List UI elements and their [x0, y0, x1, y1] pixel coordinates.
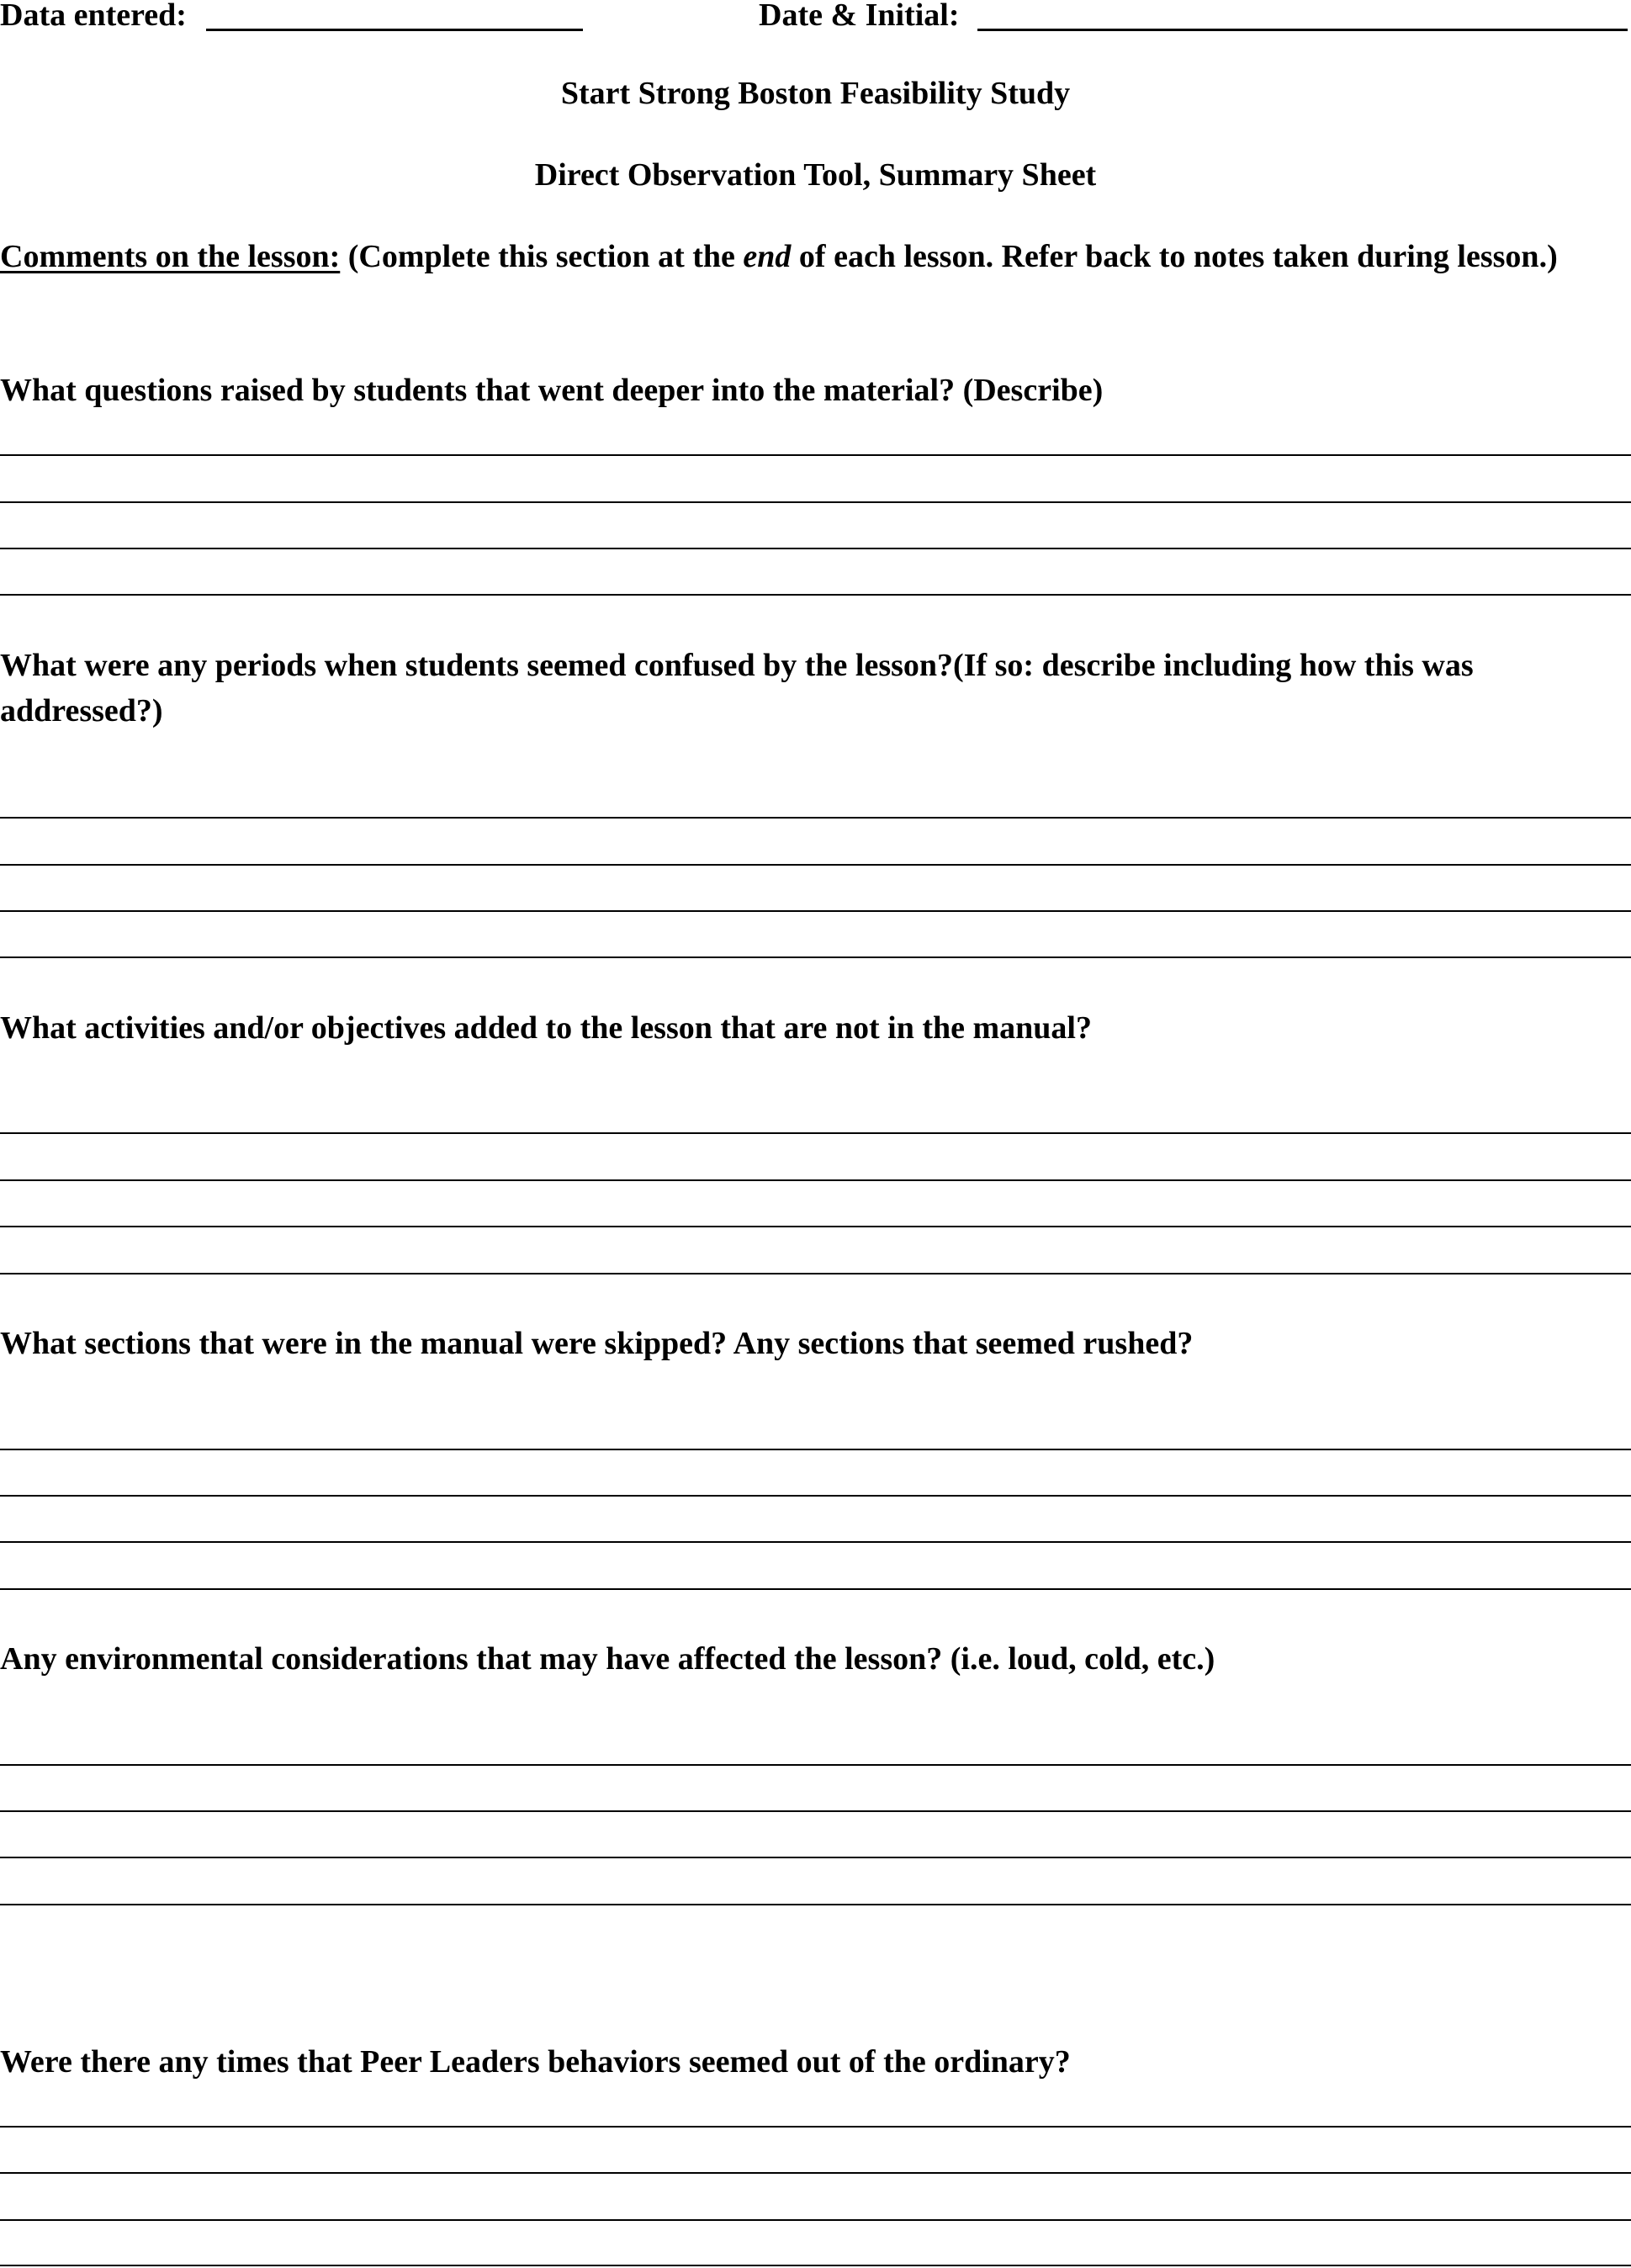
question-6: Were there any times that Peer Leaders behaviors seemed out of the ordinary? — [0, 2044, 1071, 2080]
answer-line[interactable] — [0, 501, 1631, 503]
answer-line[interactable] — [0, 2265, 1631, 2266]
comments-instruction-start: (Complete this section at the — [340, 239, 744, 274]
date-initial-field[interactable] — [977, 29, 1628, 31]
comments-instruction-emphasis: end — [743, 239, 792, 274]
answer-line[interactable] — [0, 1132, 1631, 1134]
answer-line[interactable] — [0, 454, 1631, 456]
date-initial-label: Date & Initial: — [759, 0, 960, 33]
answer-line[interactable] — [0, 956, 1631, 958]
question-1: What questions raised by students that went deeper into the material? (Describe) — [0, 373, 1104, 408]
answer-line[interactable] — [0, 1179, 1631, 1181]
comments-heading: Comments on the lesson: — [0, 239, 341, 274]
answer-line[interactable] — [0, 1495, 1631, 1497]
page-subtitle: Direct Observation Tool, Summary Sheet — [534, 157, 1097, 193]
answer-line[interactable] — [0, 1904, 1631, 1905]
answer-line[interactable] — [0, 2219, 1631, 2221]
question-3: What activities and/or objectives added to the lesson that are not in the manual? — [0, 1010, 1092, 1046]
data-entered-field[interactable] — [206, 29, 583, 31]
answer-line[interactable] — [0, 864, 1631, 866]
answer-line[interactable] — [0, 1541, 1631, 1543]
answer-line[interactable] — [0, 1226, 1631, 1227]
answer-line[interactable] — [0, 548, 1631, 549]
answer-line[interactable] — [0, 594, 1631, 596]
question-5: Any environmental considerations that may have affected the lesson? (i.e. loud, cold, etc.) — [0, 1641, 1215, 1677]
answer-line[interactable] — [0, 2126, 1631, 2128]
answer-line[interactable] — [0, 1857, 1631, 1858]
answer-line[interactable] — [0, 1449, 1631, 1450]
data-entered-label: Data entered: — [0, 0, 187, 33]
answer-line[interactable] — [0, 910, 1631, 912]
question-2: What were any periods when students seemed confused by the lesson?(If so: describe including how this was addressed?) — [0, 648, 1474, 729]
comments-instruction — [0, 234, 1615, 279]
page-title: Start Strong Boston Feasibility Study — [560, 76, 1071, 111]
comments-instruction-end: of each lesson. Refer back to notes taken during lesson.) — [791, 239, 1558, 274]
answer-line[interactable] — [0, 2172, 1631, 2174]
answer-line[interactable] — [0, 1273, 1631, 1274]
answer-line[interactable] — [0, 1764, 1631, 1766]
question-4: What sections that were in the manual were skipped? Any sections that seemed rushed? — [0, 1326, 1194, 1361]
answer-line[interactable] — [0, 817, 1631, 819]
answer-line[interactable] — [0, 1588, 1631, 1590]
answer-line[interactable] — [0, 1810, 1631, 1812]
